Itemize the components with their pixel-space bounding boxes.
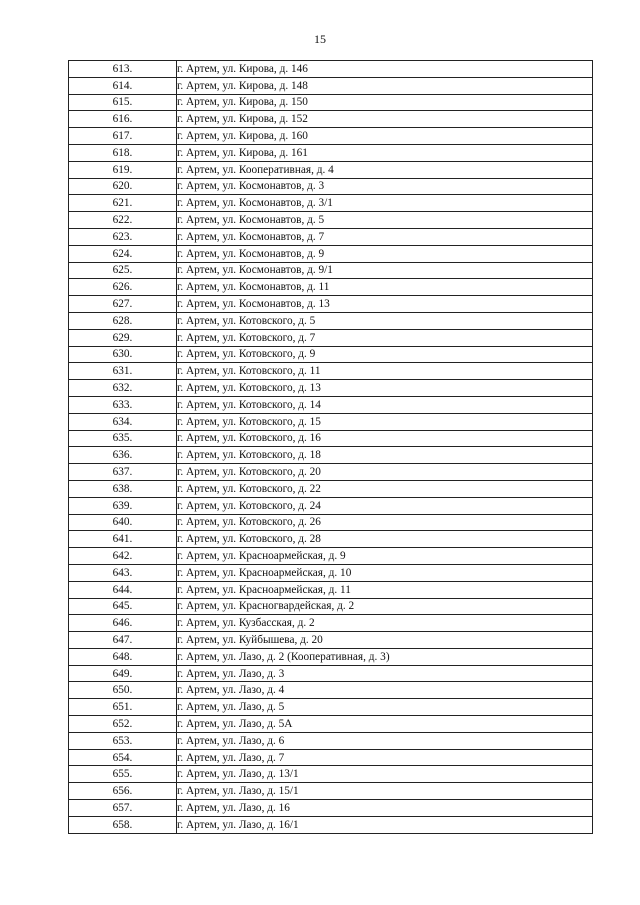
row-number: 655. bbox=[69, 766, 177, 783]
table-row bbox=[69, 464, 593, 481]
table-row bbox=[69, 564, 593, 581]
row-address: г. Артем, ул. Космонавтов, д. 11 bbox=[177, 279, 593, 296]
table-row bbox=[69, 111, 593, 128]
row-number: 646. bbox=[69, 615, 177, 632]
row-number: 618. bbox=[69, 144, 177, 161]
row-address: г. Артем, ул. Кирова, д. 148 bbox=[177, 77, 593, 94]
row-number: 642. bbox=[69, 548, 177, 565]
row-address: г. Артем, ул. Котовского, д. 24 bbox=[177, 497, 593, 514]
row-number: 634. bbox=[69, 413, 177, 430]
row-address: г. Артем, ул. Лазо, д. 5А bbox=[177, 716, 593, 733]
table-row bbox=[69, 279, 593, 296]
row-number: 621. bbox=[69, 195, 177, 212]
row-address: г. Артем, ул. Лазо, д. 16 bbox=[177, 800, 593, 817]
table-row bbox=[69, 749, 593, 766]
address-table bbox=[68, 60, 593, 834]
table-row bbox=[69, 766, 593, 783]
table-row bbox=[69, 312, 593, 329]
row-address: г. Артем, ул. Лазо, д. 5 bbox=[177, 699, 593, 716]
row-number: 638. bbox=[69, 480, 177, 497]
row-number: 643. bbox=[69, 564, 177, 581]
row-address: г. Артем, ул. Кирова, д. 160 bbox=[177, 128, 593, 145]
row-number: 658. bbox=[69, 816, 177, 833]
table-row bbox=[69, 144, 593, 161]
row-address: г. Артем, ул. Космонавтов, д. 13 bbox=[177, 296, 593, 313]
row-address: г. Артем, ул. Котовского, д. 13 bbox=[177, 380, 593, 397]
table-row bbox=[69, 178, 593, 195]
row-number: 641. bbox=[69, 531, 177, 548]
row-address: г. Артем, ул. Космонавтов, д. 9 bbox=[177, 245, 593, 262]
row-address: г. Артем, ул. Лазо, д. 6 bbox=[177, 732, 593, 749]
row-number: 613. bbox=[69, 61, 177, 78]
row-address: г. Артем, ул. Космонавтов, д. 9/1 bbox=[177, 262, 593, 279]
row-number: 651. bbox=[69, 699, 177, 716]
row-number: 633. bbox=[69, 396, 177, 413]
row-address: г. Артем, ул. Куйбышева, д. 20 bbox=[177, 632, 593, 649]
row-number: 629. bbox=[69, 329, 177, 346]
row-number: 622. bbox=[69, 212, 177, 229]
row-number: 617. bbox=[69, 128, 177, 145]
row-address: г. Артем, ул. Красногвардейская, д. 2 bbox=[177, 598, 593, 615]
row-number: 639. bbox=[69, 497, 177, 514]
table-row bbox=[69, 581, 593, 598]
row-address: г. Артем, ул. Кирова, д. 150 bbox=[177, 94, 593, 111]
table-row bbox=[69, 665, 593, 682]
table-row bbox=[69, 161, 593, 178]
row-number: 628. bbox=[69, 312, 177, 329]
table-row bbox=[69, 413, 593, 430]
row-number: 652. bbox=[69, 716, 177, 733]
table-row bbox=[69, 800, 593, 817]
row-address: г. Артем, ул. Лазо, д. 7 bbox=[177, 749, 593, 766]
row-number: 650. bbox=[69, 682, 177, 699]
row-number: 620. bbox=[69, 178, 177, 195]
row-address: г. Артем, ул. Космонавтов, д. 3/1 bbox=[177, 195, 593, 212]
table-row bbox=[69, 447, 593, 464]
row-address: г. Артем, ул. Красноармейская, д. 9 bbox=[177, 548, 593, 565]
table-row bbox=[69, 648, 593, 665]
row-number: 623. bbox=[69, 228, 177, 245]
row-address: г. Артем, ул. Лазо, д. 13/1 bbox=[177, 766, 593, 783]
row-number: 635. bbox=[69, 430, 177, 447]
row-address: г. Артем, ул. Котовского, д. 18 bbox=[177, 447, 593, 464]
row-number: 653. bbox=[69, 732, 177, 749]
row-number: 640. bbox=[69, 514, 177, 531]
row-address: г. Артем, ул. Космонавтов, д. 5 bbox=[177, 212, 593, 229]
table-row bbox=[69, 430, 593, 447]
row-number: 647. bbox=[69, 632, 177, 649]
row-address: г. Артем, ул. Кирова, д. 146 bbox=[177, 61, 593, 78]
table-row bbox=[69, 329, 593, 346]
row-number: 654. bbox=[69, 749, 177, 766]
table-row bbox=[69, 497, 593, 514]
table-row bbox=[69, 783, 593, 800]
row-number: 615. bbox=[69, 94, 177, 111]
row-number: 625. bbox=[69, 262, 177, 279]
row-address: г. Артем, ул. Лазо, д. 3 bbox=[177, 665, 593, 682]
row-number: 636. bbox=[69, 447, 177, 464]
table-row bbox=[69, 94, 593, 111]
table-row bbox=[69, 716, 593, 733]
table-row bbox=[69, 128, 593, 145]
table-row bbox=[69, 615, 593, 632]
row-number: 637. bbox=[69, 464, 177, 481]
row-number: 614. bbox=[69, 77, 177, 94]
row-number: 657. bbox=[69, 800, 177, 817]
table-row bbox=[69, 61, 593, 78]
row-address: г. Артем, ул. Кооперативная, д. 4 bbox=[177, 161, 593, 178]
row-number: 644. bbox=[69, 581, 177, 598]
row-number: 624. bbox=[69, 245, 177, 262]
row-address: г. Артем, ул. Кузбасская, д. 2 bbox=[177, 615, 593, 632]
table-row bbox=[69, 262, 593, 279]
row-address: г. Артем, ул. Котовского, д. 11 bbox=[177, 363, 593, 380]
row-address: г. Артем, ул. Котовского, д. 16 bbox=[177, 430, 593, 447]
row-number: 645. bbox=[69, 598, 177, 615]
table-row bbox=[69, 531, 593, 548]
address-table-body bbox=[69, 61, 593, 834]
row-number: 648. bbox=[69, 648, 177, 665]
table-row bbox=[69, 699, 593, 716]
table-row bbox=[69, 598, 593, 615]
row-address: г. Артем, ул. Красноармейская, д. 10 bbox=[177, 564, 593, 581]
row-number: 649. bbox=[69, 665, 177, 682]
table-row bbox=[69, 195, 593, 212]
row-number: 627. bbox=[69, 296, 177, 313]
row-address: г. Артем, ул. Котовского, д. 15 bbox=[177, 413, 593, 430]
table-row bbox=[69, 632, 593, 649]
table-row bbox=[69, 77, 593, 94]
table-row bbox=[69, 245, 593, 262]
table-row bbox=[69, 228, 593, 245]
table-row bbox=[69, 732, 593, 749]
row-address: г. Артем, ул. Котовского, д. 7 bbox=[177, 329, 593, 346]
table-row bbox=[69, 396, 593, 413]
row-address: г. Артем, ул. Котовского, д. 20 bbox=[177, 464, 593, 481]
row-number: 626. bbox=[69, 279, 177, 296]
row-number: 656. bbox=[69, 783, 177, 800]
table-row bbox=[69, 296, 593, 313]
row-number: 616. bbox=[69, 111, 177, 128]
table-row bbox=[69, 514, 593, 531]
row-address: г. Артем, ул. Котовского, д. 9 bbox=[177, 346, 593, 363]
row-number: 630. bbox=[69, 346, 177, 363]
row-address: г. Артем, ул. Космонавтов, д. 3 bbox=[177, 178, 593, 195]
row-address: г. Артем, ул. Котовского, д. 22 bbox=[177, 480, 593, 497]
row-address: г. Артем, ул. Котовского, д. 5 bbox=[177, 312, 593, 329]
row-number: 619. bbox=[69, 161, 177, 178]
table-row bbox=[69, 212, 593, 229]
row-address: г. Артем, ул. Кирова, д. 161 bbox=[177, 144, 593, 161]
table-row bbox=[69, 346, 593, 363]
page-number: 15 bbox=[314, 32, 326, 46]
row-address: г. Артем, ул. Космонавтов, д. 7 bbox=[177, 228, 593, 245]
table-row bbox=[69, 363, 593, 380]
row-address: г. Артем, ул. Котовского, д. 26 bbox=[177, 514, 593, 531]
row-address: г. Артем, ул. Красноармейская, д. 11 bbox=[177, 581, 593, 598]
row-address: г. Артем, ул. Лазо, д. 4 bbox=[177, 682, 593, 699]
table-row bbox=[69, 380, 593, 397]
table-row bbox=[69, 480, 593, 497]
row-address: г. Артем, ул. Котовского, д. 28 bbox=[177, 531, 593, 548]
table-row bbox=[69, 682, 593, 699]
row-address: г. Артем, ул. Кирова, д. 152 bbox=[177, 111, 593, 128]
table-row bbox=[69, 548, 593, 565]
row-address: г. Артем, ул. Котовского, д. 14 bbox=[177, 396, 593, 413]
row-address: г. Артем, ул. Лазо, д. 16/1 bbox=[177, 816, 593, 833]
table-row bbox=[69, 816, 593, 833]
row-number: 632. bbox=[69, 380, 177, 397]
row-address: г. Артем, ул. Лазо, д. 2 (Кооперативная, д. 3) bbox=[177, 648, 593, 665]
row-address: г. Артем, ул. Лазо, д. 15/1 bbox=[177, 783, 593, 800]
row-number: 631. bbox=[69, 363, 177, 380]
